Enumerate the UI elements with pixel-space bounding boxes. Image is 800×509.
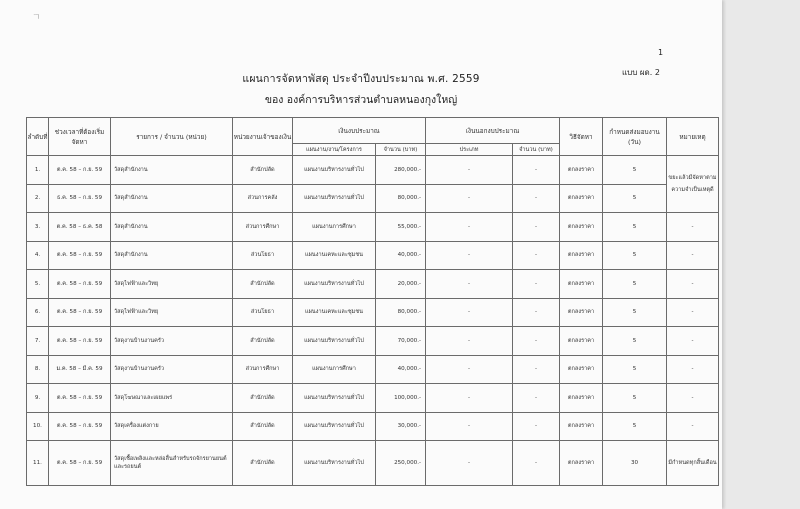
row-amount: 80,000.- (376, 298, 426, 327)
header-budget-amount: จำนวน (บาท) (376, 144, 426, 156)
row-ob-amount: - (513, 327, 560, 356)
row-period: ต.ค. 58 – ก.ย. 59 (49, 384, 111, 413)
page-number: 1 (658, 48, 664, 57)
row-method: ตกลงราคา (560, 213, 603, 242)
row-remark: - (667, 327, 719, 356)
row-ob-type: - (426, 156, 513, 185)
row-unit: สำนักปลัด (233, 156, 293, 185)
row-plan: แผนงานบริหารงานทั่วไป (293, 441, 376, 486)
row-unit: ส่วนโยธา (233, 241, 293, 270)
row-period: ต.ค. 58 – ก.ย. 59 (49, 298, 111, 327)
table-row (27, 270, 719, 299)
row-item: วัสดุไฟฟ้าและวิทยุ (111, 298, 233, 327)
row-unit: สำนักปลัด (233, 270, 293, 299)
row-ob-amount: - (513, 384, 560, 413)
row-remark: - (667, 241, 719, 270)
row-no: 3. (27, 213, 49, 242)
row-unit: ส่วนการศึกษา (233, 213, 293, 242)
row-ob-type: - (426, 441, 513, 486)
row-no: 7. (27, 327, 49, 356)
row-plan: แผนงานการศึกษา (293, 355, 376, 384)
row-plan: แผนงานเคหะและชุมชน (293, 241, 376, 270)
row-period: ต.ค. 58 – ก.ย. 59 (49, 327, 111, 356)
header-offbudget-type: ประเภท (426, 144, 513, 156)
header-method: วิธีจัดหา (560, 118, 603, 156)
row-ob-type: - (426, 355, 513, 384)
row-ob-type: - (426, 412, 513, 441)
header-days: กำหนดส่งมอบงาน (วัน) (603, 118, 667, 156)
row-no: 11. (27, 441, 49, 486)
row-period: ต.ค. 58 – ก.ย. 59 (49, 412, 111, 441)
table-row (27, 384, 719, 413)
row-ob-amount: - (513, 441, 560, 486)
row-remark: - (667, 298, 719, 327)
row-period: ต.ค. 58 – ก.ย. 59 (49, 156, 111, 185)
row-no: 9. (27, 384, 49, 413)
header-unit: หน่วยงานเจ้าของเงิน (233, 118, 293, 156)
form-code: แบบ ผด. 2 (622, 68, 660, 77)
row-item: วัสดุไฟฟ้าและวิทยุ (111, 270, 233, 299)
row-ob-type: - (426, 241, 513, 270)
row-days: 5 (603, 184, 667, 213)
row-remark: - (667, 384, 719, 413)
row-remark: ขยะแล้วมีจัดหาตามความจำเป็นเหตุดี (667, 156, 719, 213)
row-remark: - (667, 355, 719, 384)
table-row (27, 156, 719, 185)
row-ob-type: - (426, 184, 513, 213)
row-no: 1. (27, 156, 49, 185)
row-method: ตกลงราคา (560, 184, 603, 213)
row-method: ตกลงราคา (560, 327, 603, 356)
row-method: ตกลงราคา (560, 241, 603, 270)
row-unit: ส่วนการศึกษา (233, 355, 293, 384)
row-ob-amount: - (513, 412, 560, 441)
row-plan: แผนงานบริหารงานทั่วไป (293, 270, 376, 299)
row-days: 5 (603, 241, 667, 270)
row-plan: แผนงานบริหารงานทั่วไป (293, 384, 376, 413)
row-amount: 40,000.- (376, 355, 426, 384)
table-row (27, 184, 719, 213)
row-no: 6. (27, 298, 49, 327)
row-item: วัสดุงานบ้านงานครัว (111, 327, 233, 356)
row-ob-amount: - (513, 241, 560, 270)
row-ob-amount: - (513, 156, 560, 185)
header-offbudget-amount: จำนวน (บาท) (513, 144, 560, 156)
row-item: วัสดุเครื่องแต่งกาย (111, 412, 233, 441)
row-ob-amount: - (513, 184, 560, 213)
row-plan: แผนงานเคหะและชุมชน (293, 298, 376, 327)
row-days: 5 (603, 213, 667, 242)
row-method: ตกลงราคา (560, 156, 603, 185)
row-method: ตกลงราคา (560, 441, 603, 486)
row-ob-type: - (426, 270, 513, 299)
table-row (27, 412, 719, 441)
header-period: ช่วงเวลาที่ต้องเริ่มจัดหา (49, 118, 111, 156)
table-row (27, 355, 719, 384)
row-no: 2. (27, 184, 49, 213)
table-row (27, 441, 719, 486)
row-no: 8. (27, 355, 49, 384)
row-item: วัสดุสำนักงาน (111, 184, 233, 213)
document-subtitle: ของ องค์การบริหารส่วนตำบลหนองกุงใหญ่ (264, 94, 458, 106)
row-item: วัสดุสำนักงาน (111, 213, 233, 242)
corner-mark: ㄱ (32, 13, 41, 23)
row-days: 5 (603, 298, 667, 327)
row-days: 5 (603, 355, 667, 384)
row-period: ต.ค. 58 – ก.ย. 59 (49, 241, 111, 270)
header-item: รายการ / จำนวน (หน่วย) (111, 118, 233, 156)
row-days: 5 (603, 412, 667, 441)
document-title: แผนการจัดหาพัสดุ ประจำปีงบประมาณ พ.ศ. 2559 (242, 73, 480, 85)
row-ob-amount: - (513, 270, 560, 299)
row-period: ต.ค. 58 – ธ.ค. 58 (49, 213, 111, 242)
header-remark: หมายเหตุ (667, 118, 719, 156)
row-period: ต.ค. 58 – ก.ย. 59 (49, 270, 111, 299)
row-ob-type: - (426, 298, 513, 327)
row-plan: แผนงานบริหารงานทั่วไป (293, 327, 376, 356)
header-budget: เงินงบประมาณ (293, 118, 426, 144)
header-offbudget: เงินนอกงบประมาณ (426, 118, 560, 144)
row-amount: 250,000.- (376, 441, 426, 486)
row-plan: แผนงานบริหารงานทั่วไป (293, 184, 376, 213)
row-no: 10. (27, 412, 49, 441)
row-amount: 30,000.- (376, 412, 426, 441)
row-days: 5 (603, 327, 667, 356)
row-amount: 55,000.- (376, 213, 426, 242)
row-days: 5 (603, 156, 667, 185)
row-amount: 20,000.- (376, 270, 426, 299)
header-budget-plan: แผนงาน/งาน/โครงการ (293, 144, 376, 156)
row-ob-amount: - (513, 213, 560, 242)
row-period: ธ.ค. 58 – ก.ย. 59 (49, 184, 111, 213)
row-ob-type: - (426, 384, 513, 413)
row-unit: สำนักปลัด (233, 412, 293, 441)
row-unit: ส่วนการคลัง (233, 184, 293, 213)
row-plan: แผนงานบริหารงานทั่วไป (293, 156, 376, 185)
row-ob-amount: - (513, 298, 560, 327)
row-plan: แผนงานบริหารงานทั่วไป (293, 412, 376, 441)
row-remark: - (667, 412, 719, 441)
row-no: 4. (27, 241, 49, 270)
table-row (27, 213, 719, 242)
row-amount: 100,000.- (376, 384, 426, 413)
row-method: ตกลงราคา (560, 384, 603, 413)
row-ob-amount: - (513, 355, 560, 384)
row-amount: 70,000.- (376, 327, 426, 356)
row-unit: สำนักปลัด (233, 327, 293, 356)
table-row (27, 298, 719, 327)
row-item: วัสดุโฆษณาและเผยแพร่ (111, 384, 233, 413)
row-days: 5 (603, 270, 667, 299)
row-unit: ส่วนโยธา (233, 298, 293, 327)
row-no: 5. (27, 270, 49, 299)
row-method: ตกลงราคา (560, 270, 603, 299)
row-amount: 280,000.- (376, 156, 426, 185)
row-days: 5 (603, 384, 667, 413)
row-amount: 40,000.- (376, 241, 426, 270)
row-unit: สำนักปลัด (233, 441, 293, 486)
row-remark: - (667, 270, 719, 299)
row-method: ตกลงราคา (560, 412, 603, 441)
row-period: ม.ค. 58 – มี.ค. 59 (49, 355, 111, 384)
row-period: ต.ค. 58 – ก.ย. 59 (49, 441, 111, 486)
row-item: วัสดุงานบ้านงานครัว (111, 355, 233, 384)
row-remark: - (667, 213, 719, 242)
row-remark: มีกำหนดทุกสิ้นเดือน (667, 441, 719, 486)
row-item: วัสดุสำนักงาน (111, 156, 233, 185)
row-ob-type: - (426, 213, 513, 242)
header-no: ลำดับที่ (27, 118, 49, 156)
row-method: ตกลงราคา (560, 355, 603, 384)
row-plan: แผนงานการศึกษา (293, 213, 376, 242)
row-days: 30 (603, 441, 667, 486)
table-row (27, 327, 719, 356)
row-item: วัสดุเชื้อเพลิงและหล่อลื่นสำหรับรถจักรยานยนต์และรถยนต์ (111, 441, 233, 486)
procurement-plan-table (26, 117, 719, 486)
row-ob-type: - (426, 327, 513, 356)
row-amount: 80,000.- (376, 184, 426, 213)
row-item: วัสดุสำนักงาน (111, 241, 233, 270)
table-row (27, 241, 719, 270)
row-method: ตกลงราคา (560, 298, 603, 327)
row-unit: สำนักปลัด (233, 384, 293, 413)
